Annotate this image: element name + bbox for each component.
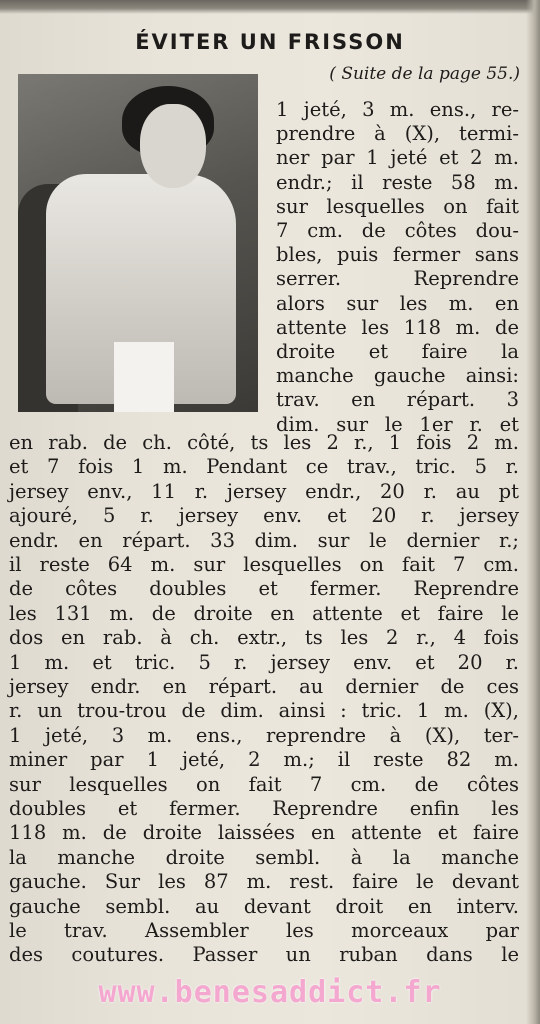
text-line: ner par 1 jeté et 2 m.	[276, 146, 519, 170]
text-line: r. un trou-trou de dim. ainsi : tric. 1 m. (X),	[9, 699, 519, 723]
text-line: de côtes doubles et fermer. Reprendre	[9, 577, 519, 601]
text-line: alors sur les m. en	[276, 291, 519, 315]
text-line: il reste 64 m. sur lesquelles on fait 7 cm.	[9, 553, 519, 576]
text-line: prendre à (X), termi-	[276, 122, 519, 146]
text-line: et 7 fois 1 m. Pendant ce trav., tric. 5 r.	[9, 455, 519, 479]
top-rule	[0, 0, 540, 14]
page-edge	[526, 0, 540, 1024]
text-line: doubles et fermer. Reprendre enfin les	[9, 797, 519, 820]
text-line: jersey env., 11 r. jersey endr., 20 r. au pt	[9, 479, 519, 503]
text-line: endr. en répart. 33 dim. sur le dernier r.;	[9, 528, 519, 552]
photo-bag	[114, 342, 174, 412]
text-line: trav. en répart. 3	[276, 388, 519, 412]
text-line: serrer. Reprendre	[276, 267, 519, 291]
text-line: dim. sur le 1er r. et	[276, 412, 519, 436]
text-line: sur lesquelles on fait	[276, 194, 519, 218]
continuation-note: ( Suite de la page 55.)	[329, 64, 520, 84]
text-line: la manche droite sembl. à la manche	[9, 845, 519, 869]
text-line: bles, puis fermer sans	[276, 243, 519, 267]
text-line: ajouré, 5 r. jersey env. et 20 r. jersey	[9, 504, 519, 528]
text-line: jersey endr. en répart. au dernier de ces	[9, 675, 519, 698]
text-line: attente les 118 m. de	[276, 315, 519, 339]
text-line: 1 jeté, 3 m. ens., reprendre à (X), ter-	[9, 723, 519, 747]
text-line: gauche sembl. au devant droit en interv.	[9, 894, 519, 918]
text-line: endr.; il reste 58 m.	[276, 170, 519, 194]
text-line: gauche. Sur les 87 m. rest. faire le devant	[9, 870, 519, 894]
text-line: les 131 m. de droite en attente et faire le	[9, 601, 519, 625]
model-photo	[18, 74, 258, 412]
text-line: en rab. de ch. côté, ts les 2 r., 1 fois 2 m.	[9, 431, 519, 454]
text-line: dos en rab. à ch. extr., ts les 2 r., 4 fois	[9, 626, 519, 650]
text-line: manche gauche ainsi:	[276, 364, 519, 388]
photo-face	[140, 104, 206, 188]
text-line: 118 m. de droite laissées en attente et faire	[9, 821, 519, 845]
text-line: le trav. Assembler les morceaux par	[9, 919, 519, 942]
text-line: des coutures. Passer un ruban dans le	[9, 943, 519, 967]
article-title: ÉVITER UN FRISSON	[135, 30, 405, 54]
text-line: 7 cm. de côtes dou-	[276, 219, 519, 242]
text-line: sur lesquelles on fait 7 cm. de côtes	[9, 772, 519, 796]
watermark: www.benesaddict.fr	[98, 975, 442, 1010]
text-line: miner par 1 jeté, 2 m.; il reste 82 m.	[9, 748, 519, 772]
text-line: 1 m. et tric. 5 r. jersey env. et 20 r.	[9, 650, 519, 674]
text-line: 1 jeté, 3 m. ens., re-	[276, 98, 519, 121]
text-line: droite et faire la	[276, 340, 519, 363]
